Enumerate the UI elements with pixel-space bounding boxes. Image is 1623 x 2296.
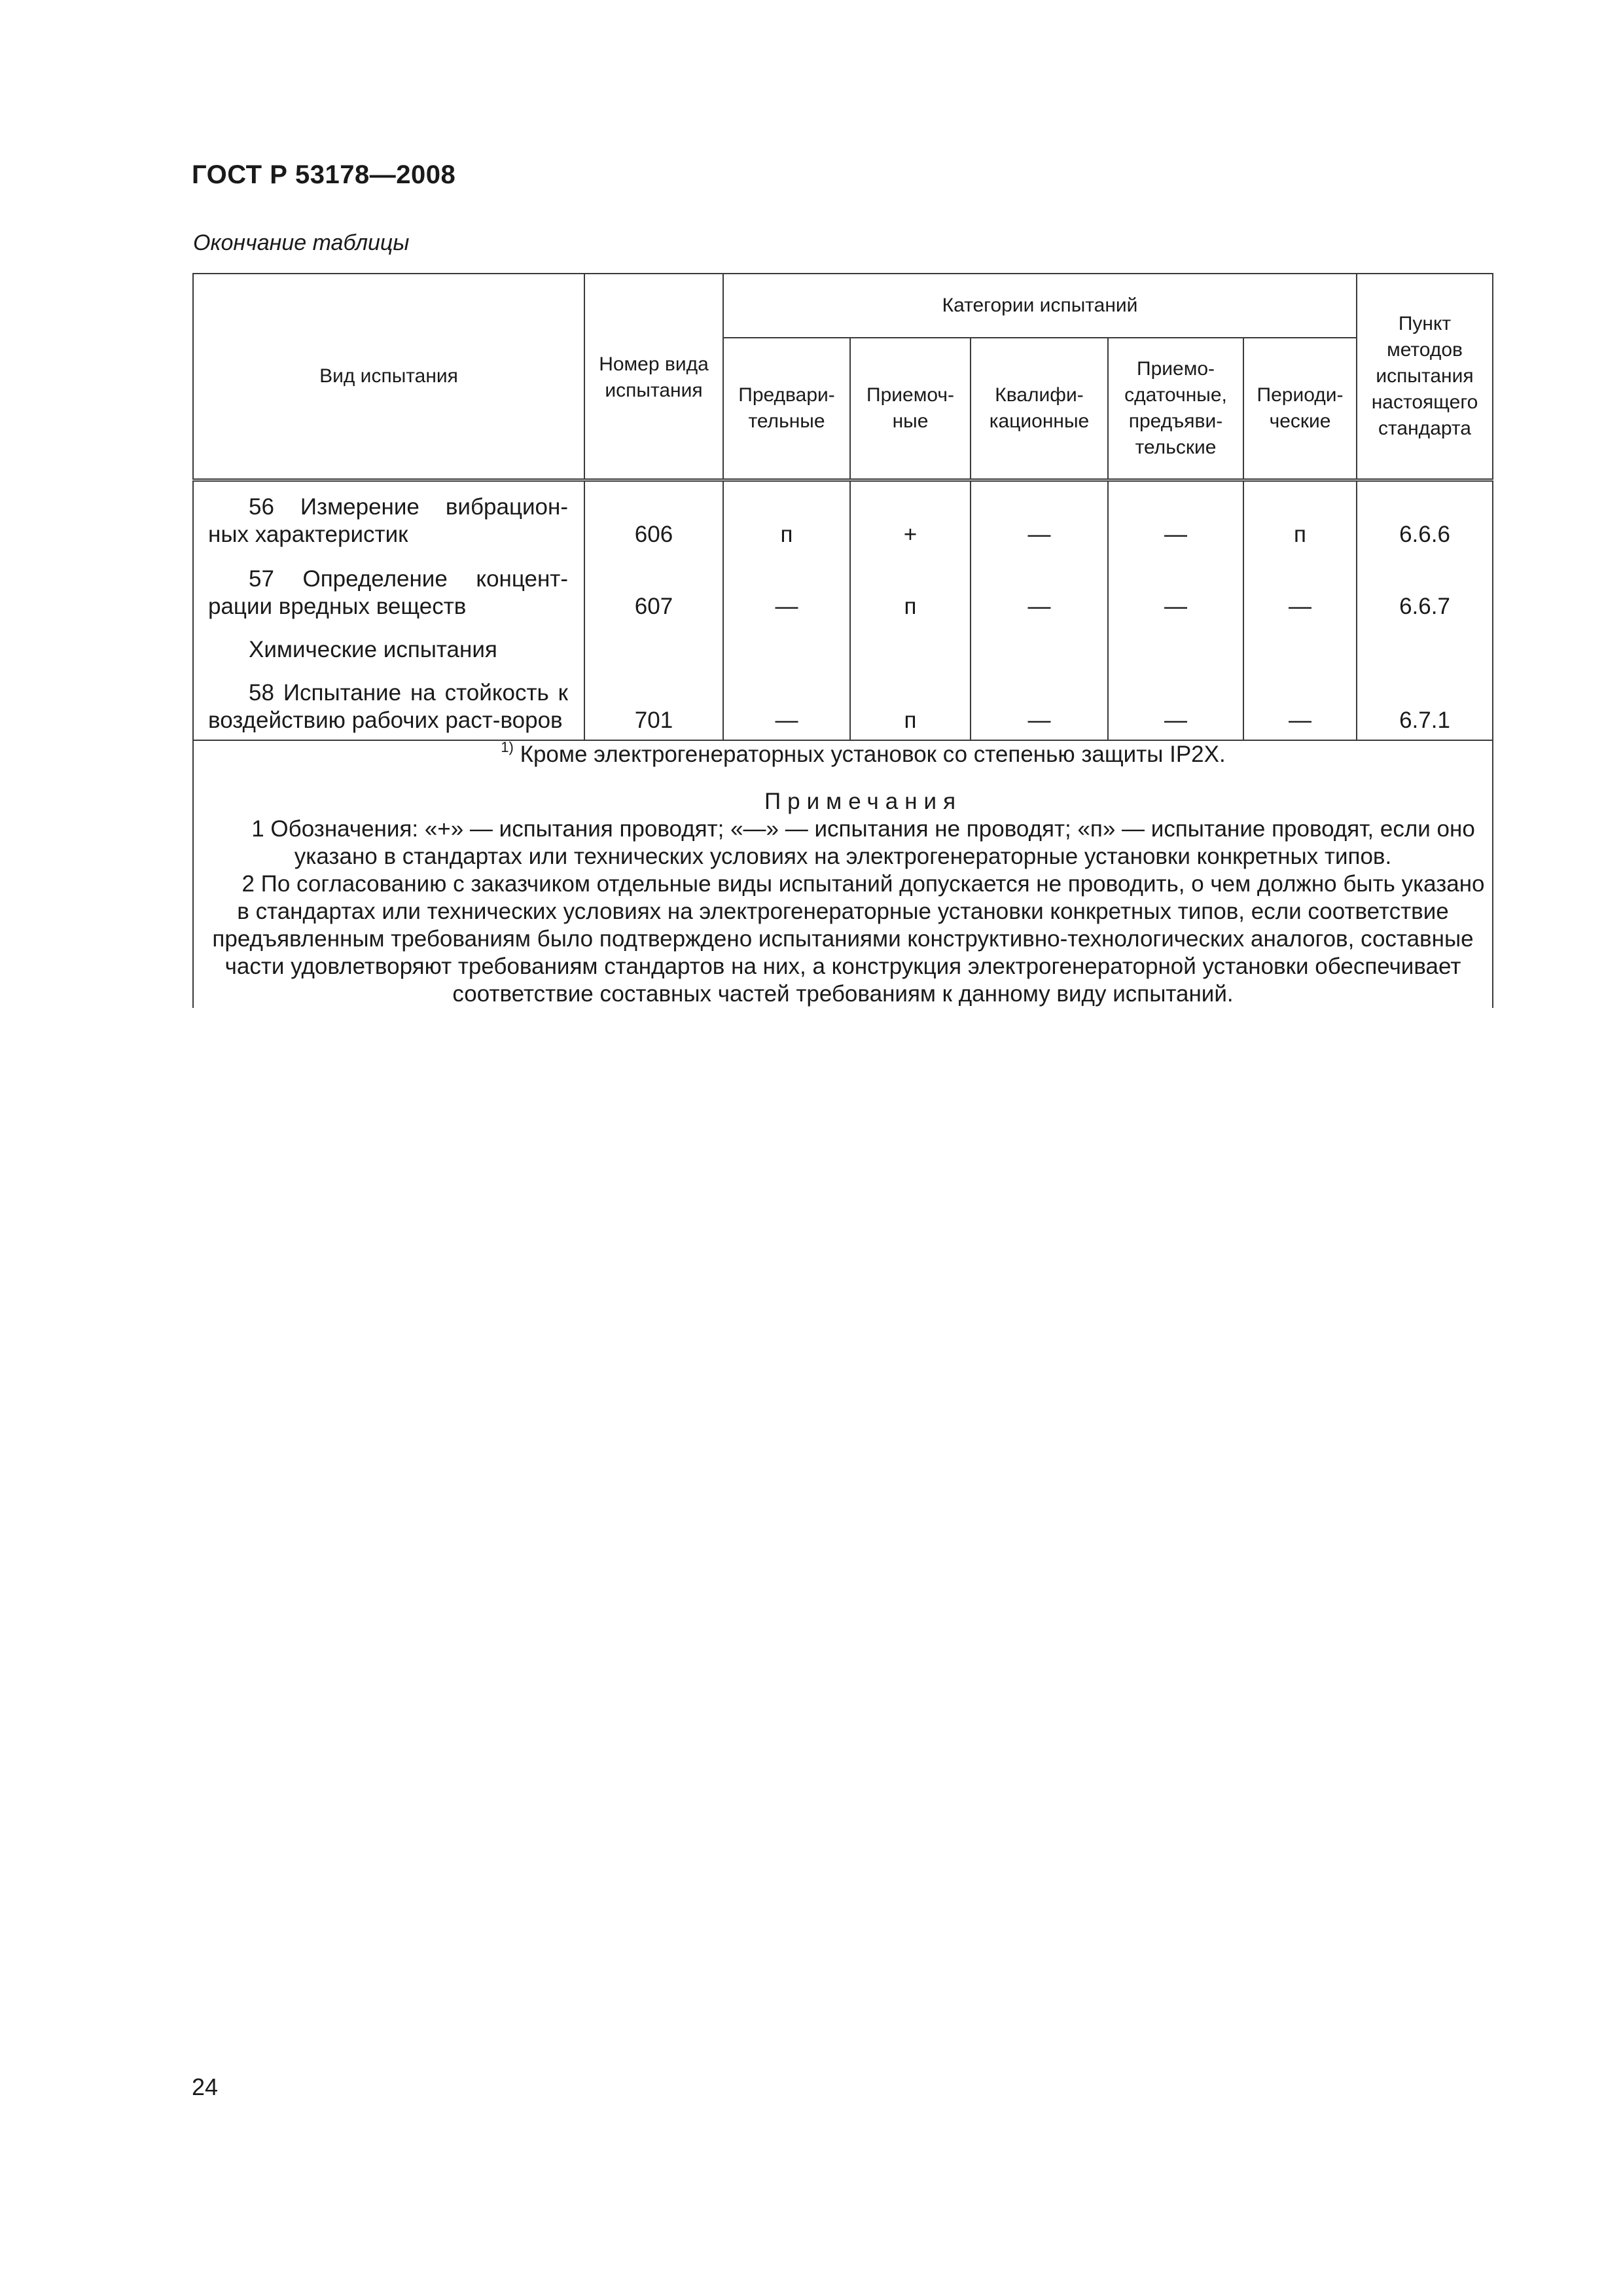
table-row-section xyxy=(193,620,1493,664)
notes-cell xyxy=(193,740,1493,1008)
row-test-name-text: 56 Измерение вибрацион-ных характеристик xyxy=(208,494,568,547)
header-category-acceptance: Приемоч-ные xyxy=(850,338,971,480)
row-cat-delivery: — xyxy=(1108,548,1243,620)
page-number: 24 xyxy=(192,2073,219,2100)
row-cat-periodic: п xyxy=(1243,480,1357,549)
section-heading xyxy=(193,620,584,664)
header-category-preliminary: Предвари-тельные xyxy=(723,338,850,480)
row-cat-acceptance: + xyxy=(850,480,971,549)
row-cat-acceptance: п xyxy=(850,664,971,740)
row-cat-acceptance xyxy=(850,620,971,664)
footnote xyxy=(194,741,1492,768)
header-method-clause: Пункт методов испытания настоящего стандарта xyxy=(1357,274,1493,480)
row-test-name-text: 57 Определение концент-рации вредных веществ xyxy=(208,566,568,619)
row-cat-delivery: — xyxy=(1108,480,1243,549)
row-test-name xyxy=(193,548,584,620)
row-test-number: 606 xyxy=(584,480,723,549)
table-row xyxy=(193,548,1493,620)
row-cat-preliminary: п xyxy=(723,480,850,549)
header-test-categories: Категории испытаний xyxy=(723,274,1357,338)
row-test-name-text: 58 Испытание на стойкость к воздействию рабочих раст-воров xyxy=(208,680,568,733)
row-cat-delivery: — xyxy=(1108,664,1243,740)
row-test-number: 607 xyxy=(584,548,723,620)
row-cat-qualification: — xyxy=(971,664,1108,740)
header-category-periodic: Периоди-ческие xyxy=(1243,338,1357,480)
row-cat-preliminary: — xyxy=(723,548,850,620)
footnote-mark: 1) xyxy=(501,739,514,756)
row-cat-acceptance: п xyxy=(850,548,971,620)
row-test-number: 701 xyxy=(584,664,723,740)
row-cat-delivery xyxy=(1108,620,1243,664)
row-cat-preliminary: — xyxy=(723,664,850,740)
document-title: ГОСТ Р 53178—2008 xyxy=(192,160,456,189)
footnote-text: Кроме электрогенераторных установок со степенью защиты IP2X. xyxy=(520,742,1226,767)
row-test-name xyxy=(193,480,584,549)
row-cat-preliminary xyxy=(723,620,850,664)
header-category-delivery: Приемо-сдаточные, предъяви-тельские xyxy=(1108,338,1243,480)
row-cat-periodic: — xyxy=(1243,664,1357,740)
row-method-clause: 6.7.1 xyxy=(1357,664,1493,740)
row-cat-qualification: — xyxy=(971,480,1108,549)
row-cat-qualification: — xyxy=(971,548,1108,620)
header-test-number: Номер вида испытания xyxy=(584,274,723,480)
notes-heading: Примечания xyxy=(764,789,963,814)
tests-table xyxy=(192,273,1493,1008)
row-cat-periodic xyxy=(1243,620,1357,664)
row-method-clause xyxy=(1357,620,1493,664)
row-method-clause: 6.6.7 xyxy=(1357,548,1493,620)
table-row xyxy=(193,480,1493,549)
notes-row xyxy=(193,740,1493,1008)
table-caption: Окончание таблицы xyxy=(193,230,410,255)
row-cat-qualification xyxy=(971,620,1108,664)
note-2: 2 По согласованию с заказчиком отдельные виды испытаний допускается не проводить, о чем должно быть указано в стандартах или технических условиях на электрогенераторные установки конкретных типов, если соответствие предъявленным требованиям было подтверждено испытаниями конструктивно-технологических аналогов, составные части удовлетворяют требованиям стандартов на них, а конструкция электрогенераторной установки обеспечивает соответствие составных частей требованиям к данному виду испытаний. xyxy=(212,871,1485,1007)
table-row xyxy=(193,664,1493,740)
header-test-type: Вид испытания xyxy=(193,274,584,480)
header-category-qualification: Квалифи-кационные xyxy=(971,338,1108,480)
section-heading-text: Химические испытания xyxy=(249,637,497,662)
row-test-number xyxy=(584,620,723,664)
row-test-name xyxy=(193,664,584,740)
note-1: 1 Обозначения: «+» — испытания проводят; «—» — испытания не проводят; «п» — испытание проводят, если оно указано в стандартах или технических условиях на электрогенераторные установки конкретных типов. xyxy=(251,816,1475,869)
row-cat-periodic: — xyxy=(1243,548,1357,620)
row-method-clause: 6.6.6 xyxy=(1357,480,1493,549)
